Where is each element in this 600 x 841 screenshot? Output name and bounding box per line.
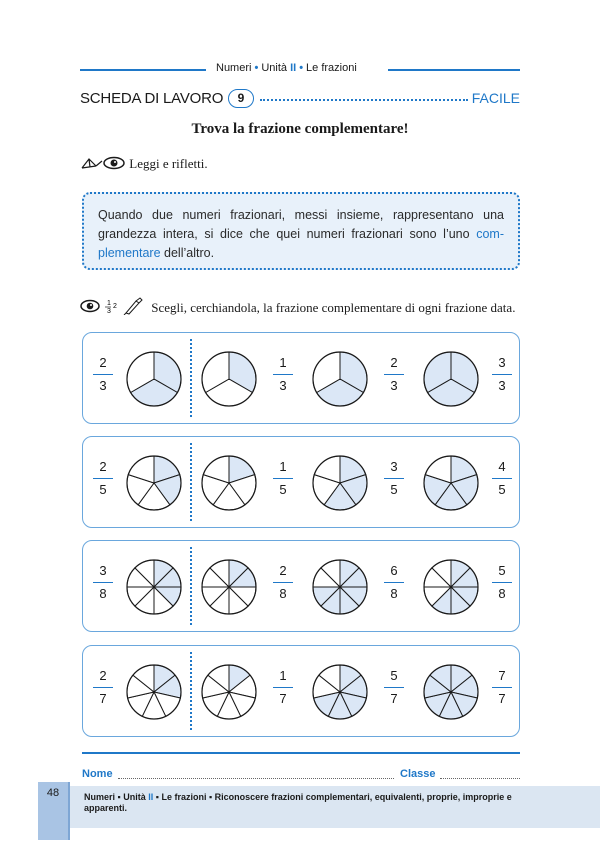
fraction-bar [492,687,512,688]
worksheet-title-bar [80,88,520,110]
instruction-read-text: Leggi e rifletti. [129,156,208,171]
header-breadcrumb: Numeri • Unità II • Le frazioni [216,62,357,74]
header-rule-right [388,69,520,71]
option-fraction-1[interactable] [273,668,293,707]
numerator: 1 [279,668,287,683]
denominator: 5 [99,482,107,497]
numerator: 1 [279,459,287,474]
denominator: 3 [99,378,107,393]
numerator: 6 [390,563,398,578]
fraction-bar [384,374,404,375]
instruction-choose [80,297,515,317]
dotted-rule [260,99,468,101]
divider [190,339,192,417]
option-pie-3 [422,558,480,616]
option-pie-3 [422,454,480,512]
divider [190,443,192,521]
exercise-row-3 [82,540,520,632]
definition-box [82,192,520,270]
fraction-bar [273,687,293,688]
name-class-line [82,768,520,782]
denominator: 5 [390,482,398,497]
divider [190,547,192,625]
given-pie [125,350,183,408]
instruction-read [80,155,208,175]
header-rule-left [80,69,206,71]
numerator: 2 [99,355,107,370]
header-unita: Unità [261,62,287,74]
book-eye-icon [80,155,126,171]
divider [190,652,192,730]
given-fraction[interactable] [93,668,113,707]
option-fraction-1[interactable] [273,459,293,498]
footer-rule [82,752,520,754]
name-field[interactable] [118,778,394,779]
fraction-bar [93,374,113,375]
denominator: 8 [279,586,287,601]
footer-topic: Riconoscere frazioni complementari, equivalenti, proprie, improprie e apparenti. [84,792,512,813]
footer-breadcrumb: Numeri ▪ Unità II ▪ Le frazioni ▪ Riconoscere frazioni complementari, equivalenti, proprie, improprie e apparenti. [84,792,512,813]
option-pie-2 [311,663,369,721]
fraction-icon-c: 3 [107,308,111,315]
class-field[interactable] [440,778,520,779]
denominator: 8 [498,586,506,601]
option-pie-2 [311,454,369,512]
numerator: 2 [390,355,398,370]
option-fraction-3[interactable] [492,563,512,602]
numerator: 3 [99,563,107,578]
numerator: 2 [279,563,287,578]
exercise-row-1 [82,332,520,424]
fraction-bar [492,478,512,479]
eye-fraction-pen-icon [80,297,148,315]
page-header [80,62,520,78]
option-fraction-1[interactable] [273,355,293,394]
numerator: 5 [390,668,398,683]
denominator: 7 [390,691,398,706]
numerator: 5 [498,563,506,578]
denominator: 7 [99,691,107,706]
option-pie-1 [200,663,258,721]
definition-text-end: dell’altro. [160,246,215,260]
page-title: Trova la frazione complementare! [191,121,409,137]
option-fraction-1[interactable] [273,563,293,602]
denominator: 7 [279,691,287,706]
option-fraction-2[interactable] [384,459,404,498]
fraction-bar [93,582,113,583]
footer-unita: Unità [123,792,146,802]
fraction-bar [273,582,293,583]
denominator: 3 [498,378,506,393]
fraction-bar [273,478,293,479]
given-pie [125,663,183,721]
option-pie-1 [200,558,258,616]
option-pie-3 [422,350,480,408]
fraction-bar [492,582,512,583]
option-pie-1 [200,454,258,512]
numerator: 1 [279,355,287,370]
given-fraction[interactable] [93,563,113,602]
fraction-icon-b: 2 [113,303,117,310]
denominator: 7 [498,691,506,706]
numerator: 2 [99,459,107,474]
given-pie [125,558,183,616]
footer-unit-number: II [148,792,154,802]
definition-keyword: com-plementare [98,227,504,260]
option-pie-2 [311,558,369,616]
instruction-choose-text: Scegli, cerchiandola, la frazione complementare di ogni frazione data. [151,300,516,315]
fraction-bar [492,374,512,375]
exercise-row-2 [82,436,520,528]
numerator: 3 [390,459,398,474]
difficulty-level: FACILE [471,90,520,106]
page-number: 48 [46,787,60,799]
numerator: 7 [498,668,506,683]
fraction-bar [384,478,404,479]
denominator: 3 [390,378,398,393]
given-fraction[interactable] [93,459,113,498]
denominator: 8 [99,586,107,601]
denominator: 5 [498,482,506,497]
option-fraction-2[interactable] [384,668,404,707]
option-fraction-2[interactable] [384,563,404,602]
fraction-bar [93,478,113,479]
fraction-icon-a: 1 [107,300,111,307]
numerator: 2 [99,668,107,683]
worksheet-number-badge: 9 [228,89,254,108]
fraction-bar [93,687,113,688]
definition-text: Quando due numeri frazionari, messi insieme, rappresentano una grandezza intera, si dice che quei numeri frazionari sono l’uno [98,208,504,241]
option-fraction-2[interactable] [384,355,404,394]
given-pie [125,454,183,512]
fraction-bar [273,374,293,375]
denominator: 5 [279,482,287,497]
worksheet-title: SCHEDA DI LAVORO [80,90,224,107]
fraction-bar [384,582,404,583]
header-frazioni: Le frazioni [306,62,357,74]
given-fraction[interactable] [93,355,113,394]
option-pie-2 [311,350,369,408]
name-label: Nome [82,768,113,780]
exercise-row-4 [82,645,520,737]
option-fraction-3[interactable] [492,355,512,394]
denominator: 8 [390,586,398,601]
option-pie-3 [422,663,480,721]
numerator: 3 [498,355,506,370]
header-numeri: Numeri [216,62,252,74]
fraction-bar [384,687,404,688]
option-fraction-3[interactable] [492,459,512,498]
header-unit-number: II [290,62,297,74]
option-pie-1 [200,350,258,408]
footer-numeri: Numeri [84,792,116,802]
numerator: 4 [498,459,506,474]
class-label: Classe [400,768,436,780]
footer-frazioni: Le frazioni [161,792,207,802]
option-fraction-3[interactable] [492,668,512,707]
denominator: 3 [279,378,287,393]
